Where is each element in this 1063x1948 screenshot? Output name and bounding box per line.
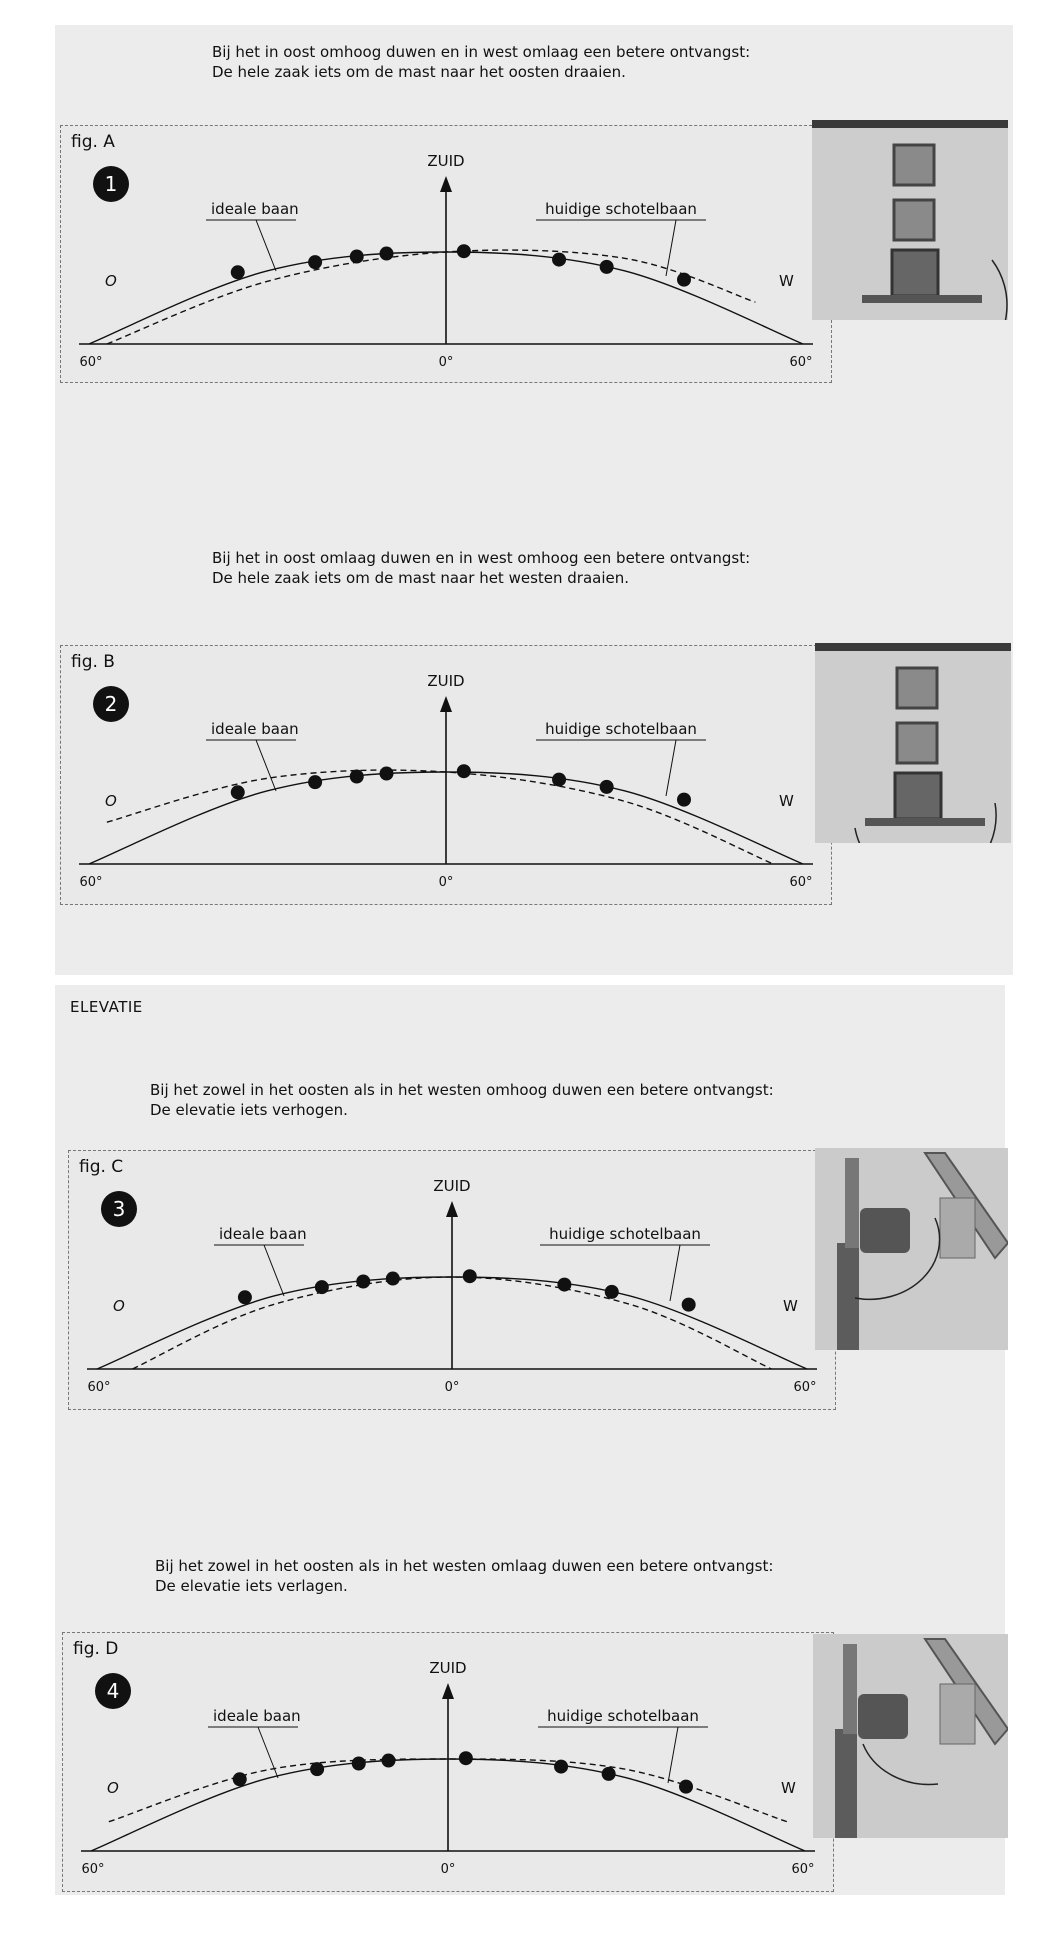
current-label-leader bbox=[670, 1245, 680, 1301]
photo-lnb-rotation-cw bbox=[815, 643, 1011, 843]
current-label-leader bbox=[666, 220, 676, 276]
satellite-dot bbox=[457, 764, 471, 778]
figure-b bbox=[60, 645, 832, 905]
caption-line2: De hele zaak iets om de mast naar het westen draaien. bbox=[212, 569, 630, 587]
tick-label-center: 0° bbox=[444, 1380, 460, 1395]
south-arrow-head bbox=[440, 696, 452, 712]
current-dish-label: huidige schotelbaan bbox=[549, 1225, 701, 1243]
satellite-dot bbox=[682, 1298, 696, 1312]
satellite-dot bbox=[602, 1767, 616, 1781]
tick-label-right: 60° bbox=[789, 355, 813, 370]
satellite-dot bbox=[352, 1757, 366, 1771]
satellite-dot bbox=[315, 1280, 329, 1294]
east-label: O bbox=[113, 1297, 125, 1315]
south-label: ZUID bbox=[429, 1659, 467, 1677]
mount-elevation-up-illustration bbox=[815, 1148, 1008, 1350]
satellite-dot bbox=[380, 247, 394, 261]
tick-label-left: 60° bbox=[81, 1862, 105, 1877]
tick-label-right: 60° bbox=[789, 875, 813, 890]
satellite-dot bbox=[356, 1275, 370, 1289]
satellite-dot bbox=[677, 273, 691, 287]
ideal-orbit-label: ideale baan bbox=[211, 200, 299, 218]
caption-line2: De elevatie iets verhogen. bbox=[150, 1101, 348, 1119]
satellite-dot bbox=[557, 1278, 571, 1292]
satellite-dot bbox=[350, 770, 364, 784]
ideal-label-leader bbox=[258, 1727, 278, 1778]
fig-c-label: fig. C bbox=[79, 1157, 124, 1177]
figure-number: 2 bbox=[104, 692, 118, 716]
fig-c-diagram bbox=[69, 1151, 835, 1409]
satellite-dot bbox=[552, 253, 566, 267]
satellite-dot bbox=[679, 1780, 693, 1794]
satellite-dot bbox=[350, 250, 364, 264]
tick-label-center: 0° bbox=[438, 875, 454, 890]
current-label-leader bbox=[668, 1727, 678, 1783]
satellite-dot bbox=[380, 767, 394, 781]
figure-number: 1 bbox=[104, 172, 118, 196]
caption-line1: Bij het in oost omlaag duwen en in west omhoog een betere ontvangst: bbox=[212, 549, 751, 567]
satellite-dot bbox=[600, 260, 614, 274]
satellite-dot bbox=[552, 773, 566, 787]
fig-d-diagram bbox=[63, 1633, 833, 1891]
ideal-orbit-label: ideale baan bbox=[219, 1225, 307, 1243]
satellite-dot bbox=[677, 793, 691, 807]
satellite-dot bbox=[459, 1751, 473, 1765]
caption-fig-c bbox=[150, 1080, 774, 1120]
south-arrow-head bbox=[440, 176, 452, 192]
satellite-dot bbox=[386, 1272, 400, 1286]
tick-label-right: 60° bbox=[793, 1380, 817, 1395]
east-label: O bbox=[105, 792, 117, 810]
photo-mount-elevation-down bbox=[813, 1634, 1008, 1838]
caption-line1: Bij het zowel in het oosten als in het westen omlaag duwen een betere ontvangst: bbox=[155, 1557, 774, 1575]
figure-number: 4 bbox=[106, 1679, 120, 1703]
satellite-dot bbox=[463, 1269, 477, 1283]
mount-elevation-down-illustration bbox=[813, 1634, 1008, 1838]
satellite-dot bbox=[238, 1290, 252, 1304]
satellite-dot bbox=[233, 1772, 247, 1786]
figure-a bbox=[60, 125, 832, 383]
photo-lnb-rotation-ccw bbox=[812, 120, 1008, 320]
satellite-dot bbox=[600, 780, 614, 794]
fig-a-label: fig. A bbox=[71, 132, 115, 152]
satellite-dot bbox=[310, 1762, 324, 1776]
current-dish-label: huidige schotelbaan bbox=[545, 720, 697, 738]
ideal-orbit-label: ideale baan bbox=[213, 1707, 301, 1725]
caption-line2: De hele zaak iets om de mast naar het oosten draaien. bbox=[212, 63, 626, 81]
tick-label-left: 60° bbox=[79, 355, 103, 370]
caption-fig-a bbox=[212, 42, 750, 82]
satellite-dot bbox=[308, 775, 322, 789]
east-label: O bbox=[107, 1779, 119, 1797]
section-heading-elevation: ELEVATIE bbox=[70, 998, 143, 1016]
satellite-dot bbox=[554, 1760, 568, 1774]
ideal-orbit-label: ideale baan bbox=[211, 720, 299, 738]
tick-label-center: 0° bbox=[440, 1862, 456, 1877]
satellite-dot bbox=[231, 785, 245, 799]
caption-line1: Bij het in oost omhoog duwen en in west omlaag een betere ontvangst: bbox=[212, 43, 751, 61]
west-label: W bbox=[779, 272, 794, 290]
current-dish-curve bbox=[107, 770, 773, 864]
current-dish-label: huidige schotelbaan bbox=[547, 1707, 699, 1725]
ideal-label-leader bbox=[256, 740, 276, 791]
satellite-dot bbox=[457, 244, 471, 258]
current-dish-curve bbox=[107, 250, 756, 344]
tick-label-center: 0° bbox=[438, 355, 454, 370]
tick-label-left: 60° bbox=[79, 875, 103, 890]
caption-fig-b bbox=[212, 548, 750, 588]
south-label: ZUID bbox=[427, 152, 465, 170]
south-label: ZUID bbox=[427, 672, 465, 690]
figure-number: 3 bbox=[112, 1197, 126, 1221]
tick-label-right: 60° bbox=[791, 1862, 815, 1877]
south-arrow-head bbox=[442, 1683, 454, 1699]
photo-mount-elevation-up bbox=[815, 1148, 1008, 1350]
fig-b-diagram bbox=[61, 646, 831, 904]
west-label: W bbox=[779, 792, 794, 810]
figure-d bbox=[62, 1632, 834, 1892]
ideal-label-leader bbox=[256, 220, 276, 271]
lnb-rotation-cw-illustration bbox=[815, 643, 1011, 843]
west-label: W bbox=[783, 1297, 798, 1315]
south-arrow-head bbox=[446, 1201, 458, 1217]
caption-line1: Bij het zowel in het oosten als in het westen omhoog duwen een betere ontvangst: bbox=[150, 1081, 774, 1099]
caption-fig-d bbox=[155, 1556, 773, 1596]
tick-label-left: 60° bbox=[87, 1380, 111, 1395]
satellite-dot bbox=[231, 265, 245, 279]
satellite-dot bbox=[308, 255, 322, 269]
fig-b-label: fig. B bbox=[71, 652, 115, 672]
satellite-dot bbox=[605, 1285, 619, 1299]
south-label: ZUID bbox=[433, 1177, 471, 1195]
fig-d-label: fig. D bbox=[73, 1639, 119, 1659]
ideal-label-leader bbox=[264, 1245, 284, 1296]
lnb-rotation-ccw-illustration bbox=[812, 120, 1008, 320]
east-label: O bbox=[105, 272, 117, 290]
figure-c bbox=[68, 1150, 836, 1410]
fig-a-diagram bbox=[61, 126, 831, 382]
current-label-leader bbox=[666, 740, 676, 796]
current-dish-label: huidige schotelbaan bbox=[545, 200, 697, 218]
satellite-dot bbox=[382, 1754, 396, 1768]
caption-line2: De elevatie iets verlagen. bbox=[155, 1577, 348, 1595]
west-label: W bbox=[781, 1779, 796, 1797]
